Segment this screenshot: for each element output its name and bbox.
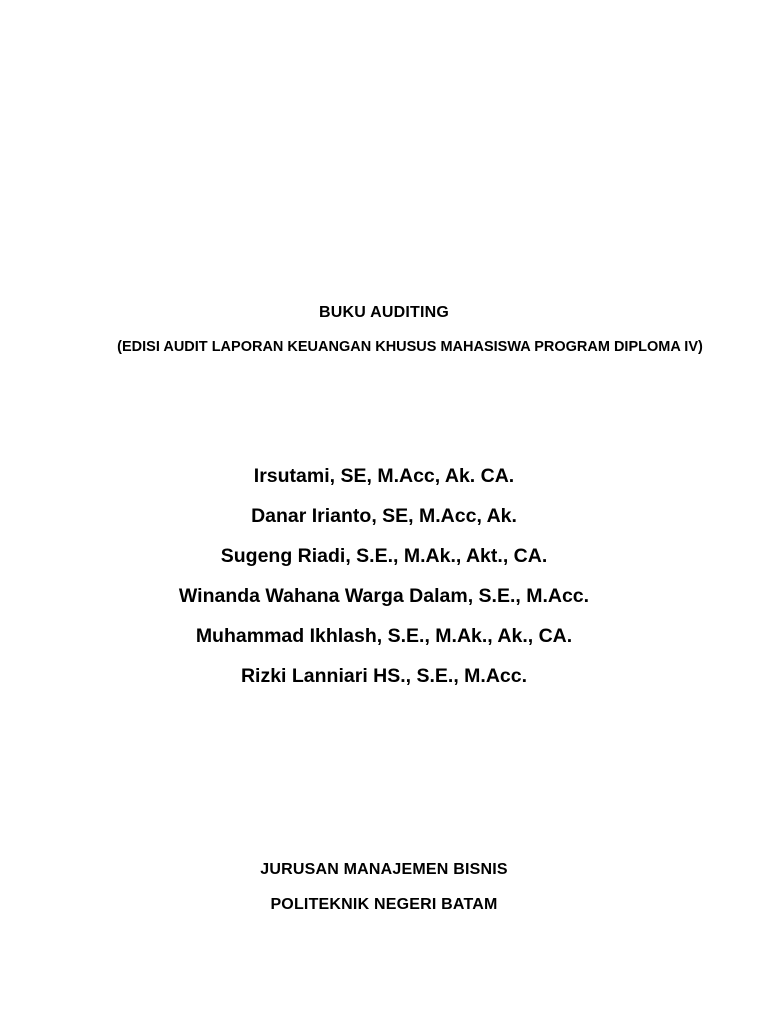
book-subtitle: (EDISI AUDIT LAPORAN KEUANGAN KHUSUS MAHASISWA PROGRAM DIPLOMA IV) (117, 339, 703, 355)
author-name: Winanda Wahana Warga Dalam, S.E., M.Acc. (178, 585, 590, 607)
book-title: BUKU AUDITING (319, 304, 449, 321)
author-name: Danar Irianto, SE, M.Acc, Ak. (251, 505, 517, 527)
department-name: JURUSAN MANAJEMEN BISNIS (260, 861, 508, 878)
author-name: Rizki Lanniari HS., S.E., M.Acc. (240, 665, 528, 687)
institution-name: POLITEKNIK NEGERI BATAM (270, 896, 498, 913)
author-name: Irsutami, SE, M.Acc, Ak. CA. (253, 465, 515, 487)
author-list (0, 461, 768, 701)
author-name: Muhammad Ikhlash, S.E., M.Ak., Ak., CA. (195, 625, 573, 647)
author-name: Sugeng Riadi, S.E., M.Ak., Akt., CA. (220, 545, 548, 567)
